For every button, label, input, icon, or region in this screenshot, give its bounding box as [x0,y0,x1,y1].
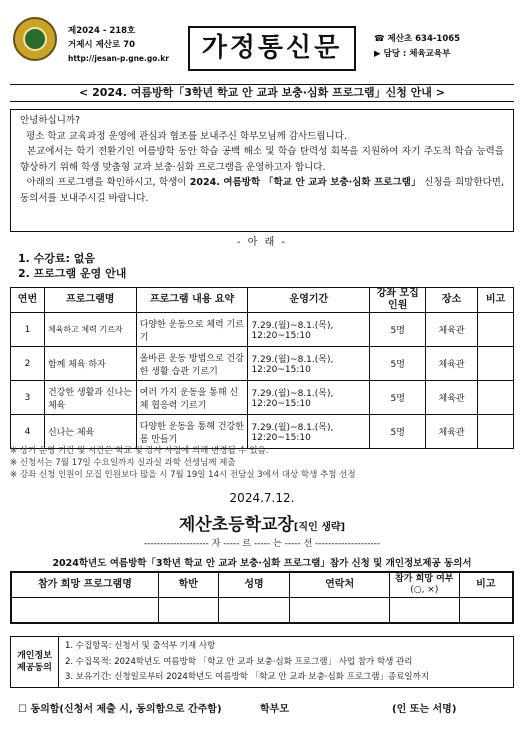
col-header: 비고 [459,572,513,597]
paragraph-3: 아래의 프로그램을 확인하시고, 학생이 2024. 여름방학 「학교 안 교과 보충·심화 프로그램」 신청을 희망한다면, 동의서를 보내주시길 바랍니다. [20,177,505,204]
issue-date: 2024.7.12. [229,491,295,505]
row-number: 1 [11,313,45,347]
newsletter-header [10,6,514,76]
col-header: 장소 [426,288,478,313]
school-website: http://jesan-p.gne.go.kr [68,54,169,63]
application-header-row [11,572,513,597]
department: ▶ 담당 : 체육교육부 [374,49,451,59]
program-summary: 올바른 운동 방법으로 건강한 생활 습관 기르기 [136,347,248,381]
notes [10,445,514,481]
program-note [478,347,514,381]
col-header: 성명 [218,572,290,597]
program-name: 건강한 생활과 신나는 체육 [44,381,136,415]
document-title: < 2024. 여름방학「3학년 학교 안 교과 보충·심화 프로그램」신청 안내 > [10,84,514,102]
program-name: 체육하고 체력 기르자 [44,313,136,347]
col-header: 연번 [11,288,45,313]
table-row [11,347,514,381]
contact-field[interactable] [290,597,390,623]
program-summary: 다양한 운동으로 체력 기르기 [136,313,248,347]
program-period: 7.29.(월)~8.1.(목), 12:20~15:10 [248,347,370,381]
col-header: 비고 [478,288,514,313]
program-name-field[interactable] [11,597,158,623]
greeting: 안녕하십니까? [20,115,81,126]
issue-info [68,24,169,66]
col-header: 참가 희망 프로그램명 [11,572,158,597]
note-field[interactable] [459,597,513,623]
col-header: 참가 희망 여부 (○, ×) [389,572,459,597]
contact-info [374,32,460,62]
paragraph-1: 평소 학교 교육과정 운영에 관심과 협조를 보내주신 학부모님께 감사드립니다. [26,130,347,142]
note-item: ※ 신청서는 7월 17일 수요일까지 실과실 과학 선생님께 제출 [10,458,236,468]
privacy-consent-box [10,636,514,688]
program-table [10,287,514,449]
program-place: 체육관 [426,313,478,347]
program-capacity: 5명 [370,415,426,449]
row-number: 3 [11,381,45,415]
col-header: 강좌 모집 인원 [370,288,426,313]
section-divider: - 아 래 - [236,237,288,248]
program-summary: 다양한 운동을 통해 건강한 몸 만들기 [136,415,248,449]
note-item: ※ 상기 운영 기간 및 시간은 학교 및 강사 사정에 의해 변경될 수 있음. [10,446,269,456]
program-note [478,381,514,415]
consent-checkbox[interactable]: ☐ 동의함(신청서 제출 시, 동의함으로 간주함) [18,704,222,715]
consent-item: 3. 보유기간: 신청일로부터 2024학년도 여름방학 「학교 안 교과 보충·심화 프로그램」종료일까지 [65,672,430,682]
cut-line: -------------------- 자 ----- 르 ----- 는 ----- 선 -------------------- [143,539,381,549]
program-note [478,415,514,449]
school-address: 거제시 제산로 70 [68,40,136,50]
program-capacity: 5명 [370,347,426,381]
row-number: 4 [11,415,45,449]
paragraph-2: 본교에서는 학기 전환기인 여름방학 동안 학습 공백 해소 및 학습 탄력성 회복을 지원하여 자기 주도적 학습 능력을 향상하기 위해 학생 맞춤형 교과 보충·심화 프로그램을 운영하고자 합니다. [20,146,504,173]
principal-signature: 제산초등학교장[직인 생략] [178,515,346,535]
consent-item: 1. 수집항목: 신청서 및 출석부 기재 사항 [65,641,216,651]
consent-item: 2. 수집목적: 2024학년도 여름방학 「학교 안 교과 보충·심화 프로그램」 사업 참가 학생 관리 [65,656,413,667]
parent-label: 학부모 [260,704,289,715]
class-field[interactable] [158,597,218,623]
application-input-row [11,597,513,623]
seal-omitted-note: [직인 생략] [293,522,346,533]
table-row [11,313,514,347]
table-header-row [11,288,514,313]
col-header: 프로그램 내용 요약 [136,288,248,313]
program-section-heading: 2. 프로그램 운영 안내 [18,267,127,280]
consent-items [59,637,513,687]
letter-body [10,109,514,232]
participation-field[interactable] [389,597,459,623]
signature-line [10,700,514,716]
school-phone: ☎ 제산초 634-1065 [374,34,461,44]
program-name: 함께 체육 하자 [44,347,136,381]
table-row [11,415,514,449]
program-place: 체육관 [426,381,478,415]
application-form-table [10,571,514,624]
col-header: 학반 [158,572,218,597]
program-capacity: 5명 [370,381,426,415]
name-field[interactable] [218,597,290,623]
program-period: 7.29.(월)~8.1.(목), 12:20~15:10 [248,415,370,449]
program-period: 7.29.(월)~8.1.(목), 12:20~15:10 [248,381,370,415]
program-note [478,313,514,347]
newsletter-title: 가정통신문 [188,26,356,71]
table-row [11,381,514,415]
program-place: 체육관 [426,415,478,449]
col-header: 연락처 [290,572,390,597]
school-logo [13,17,57,61]
tuition-line: 1. 수강료: 없음 [18,252,96,265]
consent-label: 개인정보 제공동의 [11,637,59,687]
col-header: 운영기간 [248,288,370,313]
issue-number: 제2024 - 218호 [68,26,136,36]
program-summary: 여러 가지 운동을 통해 신체 협응력 기르기 [136,381,248,415]
signature-field[interactable]: (인 또는 서명) [392,704,457,715]
row-number: 2 [11,347,45,381]
application-title: 2024학년도 여름방학「3학년 학교 안 교과 보충·심화 프로그램」참가 신청 및 개인정보제공 동의서 [52,558,472,569]
note-item: ※ 강좌 신청 인원이 모집 인원보다 많을 시 7월 19일 14시 전담실 3에서 대상 학생 추첨 선정 [10,470,356,480]
program-place: 체육관 [426,347,478,381]
program-capacity: 5명 [370,313,426,347]
col-header: 프로그램명 [44,288,136,313]
program-period: 7.29.(월)~8.1.(목), 12:20~15:10 [248,313,370,347]
program-name: 신나는 체육 [44,415,136,449]
